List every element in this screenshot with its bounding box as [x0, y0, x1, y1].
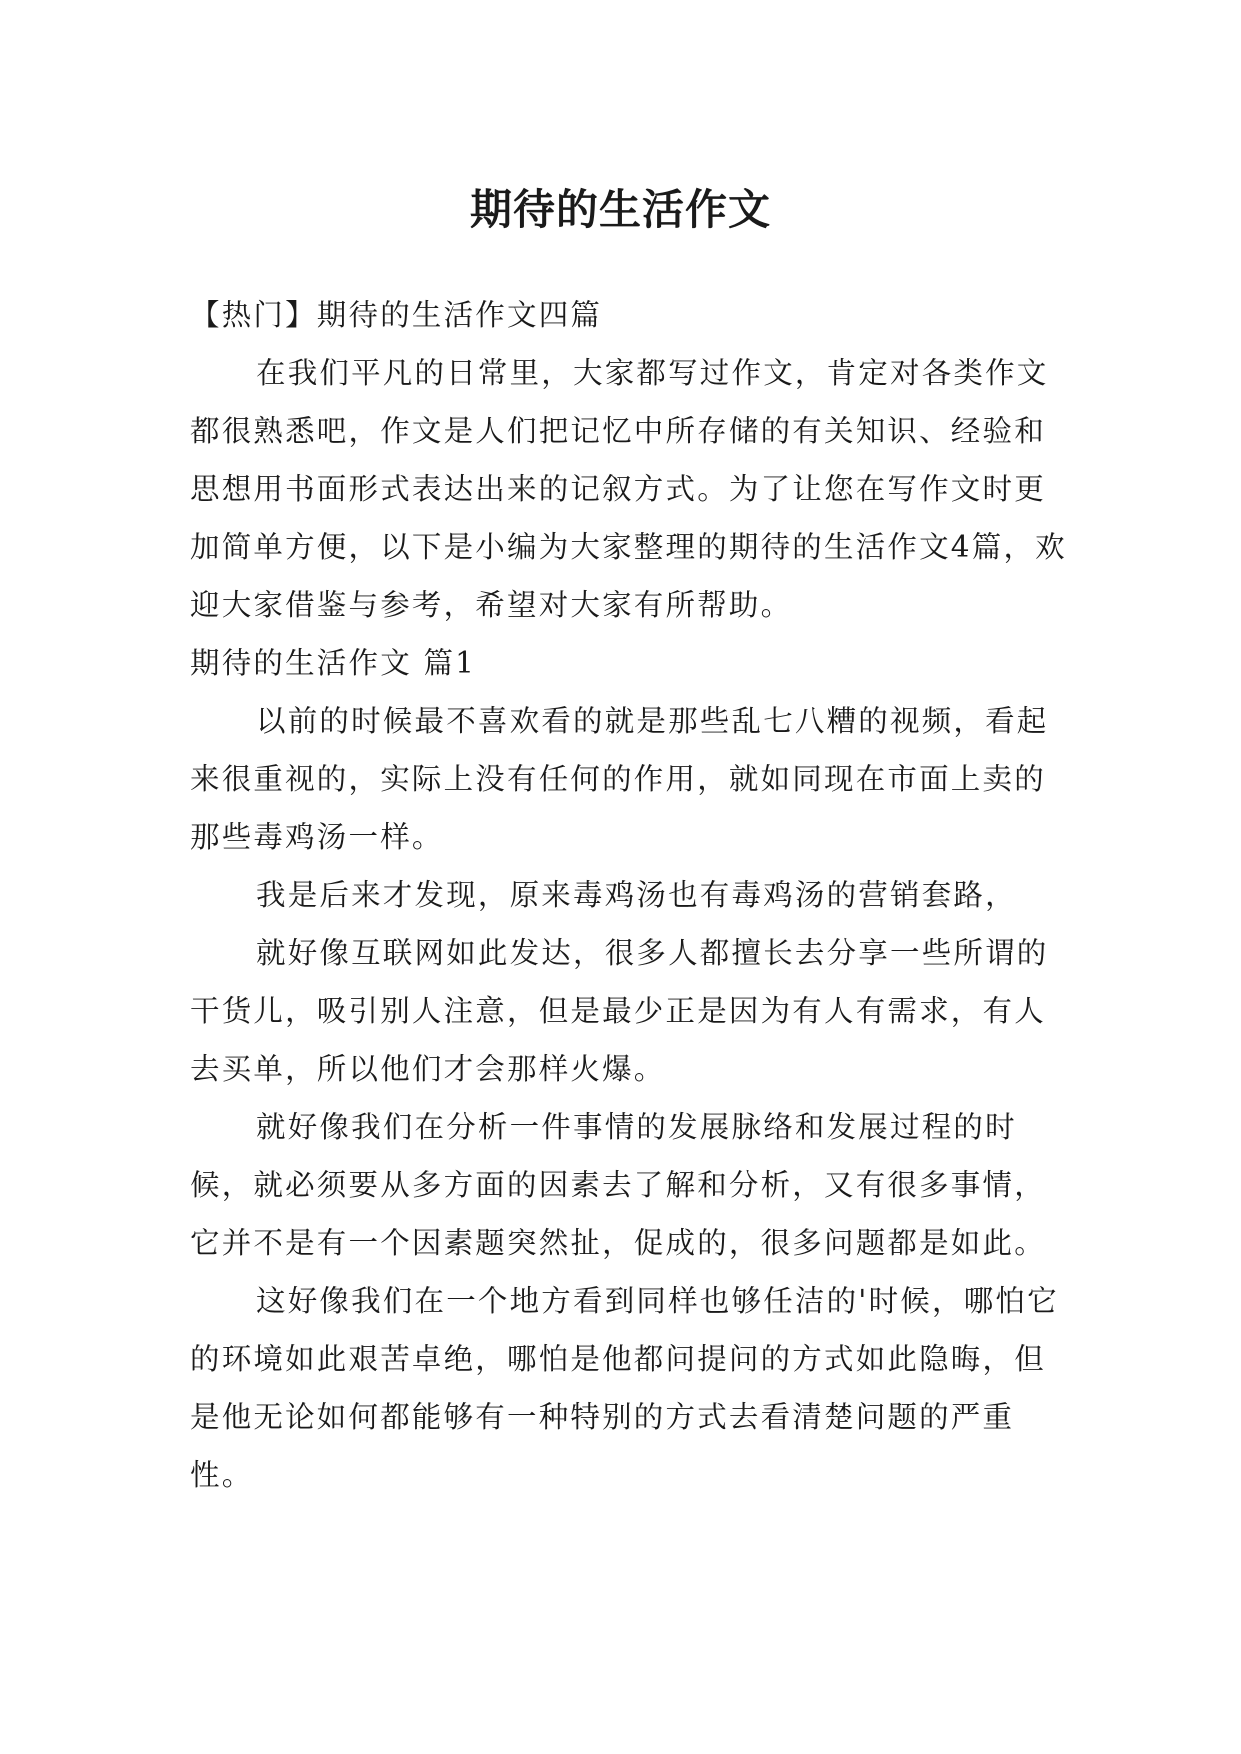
- body-paragraph: 以前的时候最不喜欢看的就是那些乱七八糟的视频，看起来很重视的，实际上没有任何的作用，就如同现在市面上卖的那些毒鸡汤一样。: [190, 704, 1049, 854]
- document-title: 期待的生活作文: [469, 185, 771, 235]
- body-paragraph: 这好像我们在一个地方看到同样也够任洁的'时候，哪怕它的环境如此艰苦卓绝，哪怕是他都问提问的方式如此隐晦，但是他无论如何都能够有一种特别的方式去看清楚问题的严重性。: [190, 1284, 1059, 1492]
- document-subtitle: 【热门】期待的生活作文四篇: [190, 298, 603, 332]
- intro-paragraph: 在我们平凡的日常里，大家都写过作文，肯定对各类作文都很熟悉吧，作文是人们把记忆中所存储的有关知识、经验和思想用书面形式表达出来的记叙方式。为了让您在写作文时更加简单方便，以下是小编为大家整理的期待的生活作文4篇，欢迎大家借鉴与参考，希望对大家有所帮助。: [190, 356, 1067, 622]
- document-body: [190, 286, 1070, 1504]
- body-paragraph: 就好像我们在分析一件事情的发展脉络和发展过程的时候，就必须要从多方面的因素去了解和分析，又有很多事情，它并不是有一个因素题突然扯，促成的，很多问题都是如此。: [190, 1110, 1046, 1260]
- body-paragraph: 就好像互联网如此发达，很多人都擅长去分享一些所谓的干货儿，吸引别人注意，但是最少正是因为有人有需求，有人去买单，所以他们才会那样火爆。: [190, 936, 1049, 1086]
- body-paragraph: 我是后来才发现，原来毒鸡汤也有毒鸡汤的营销套路，: [256, 878, 1017, 912]
- section-heading: 期待的生活作文 篇1: [190, 646, 477, 680]
